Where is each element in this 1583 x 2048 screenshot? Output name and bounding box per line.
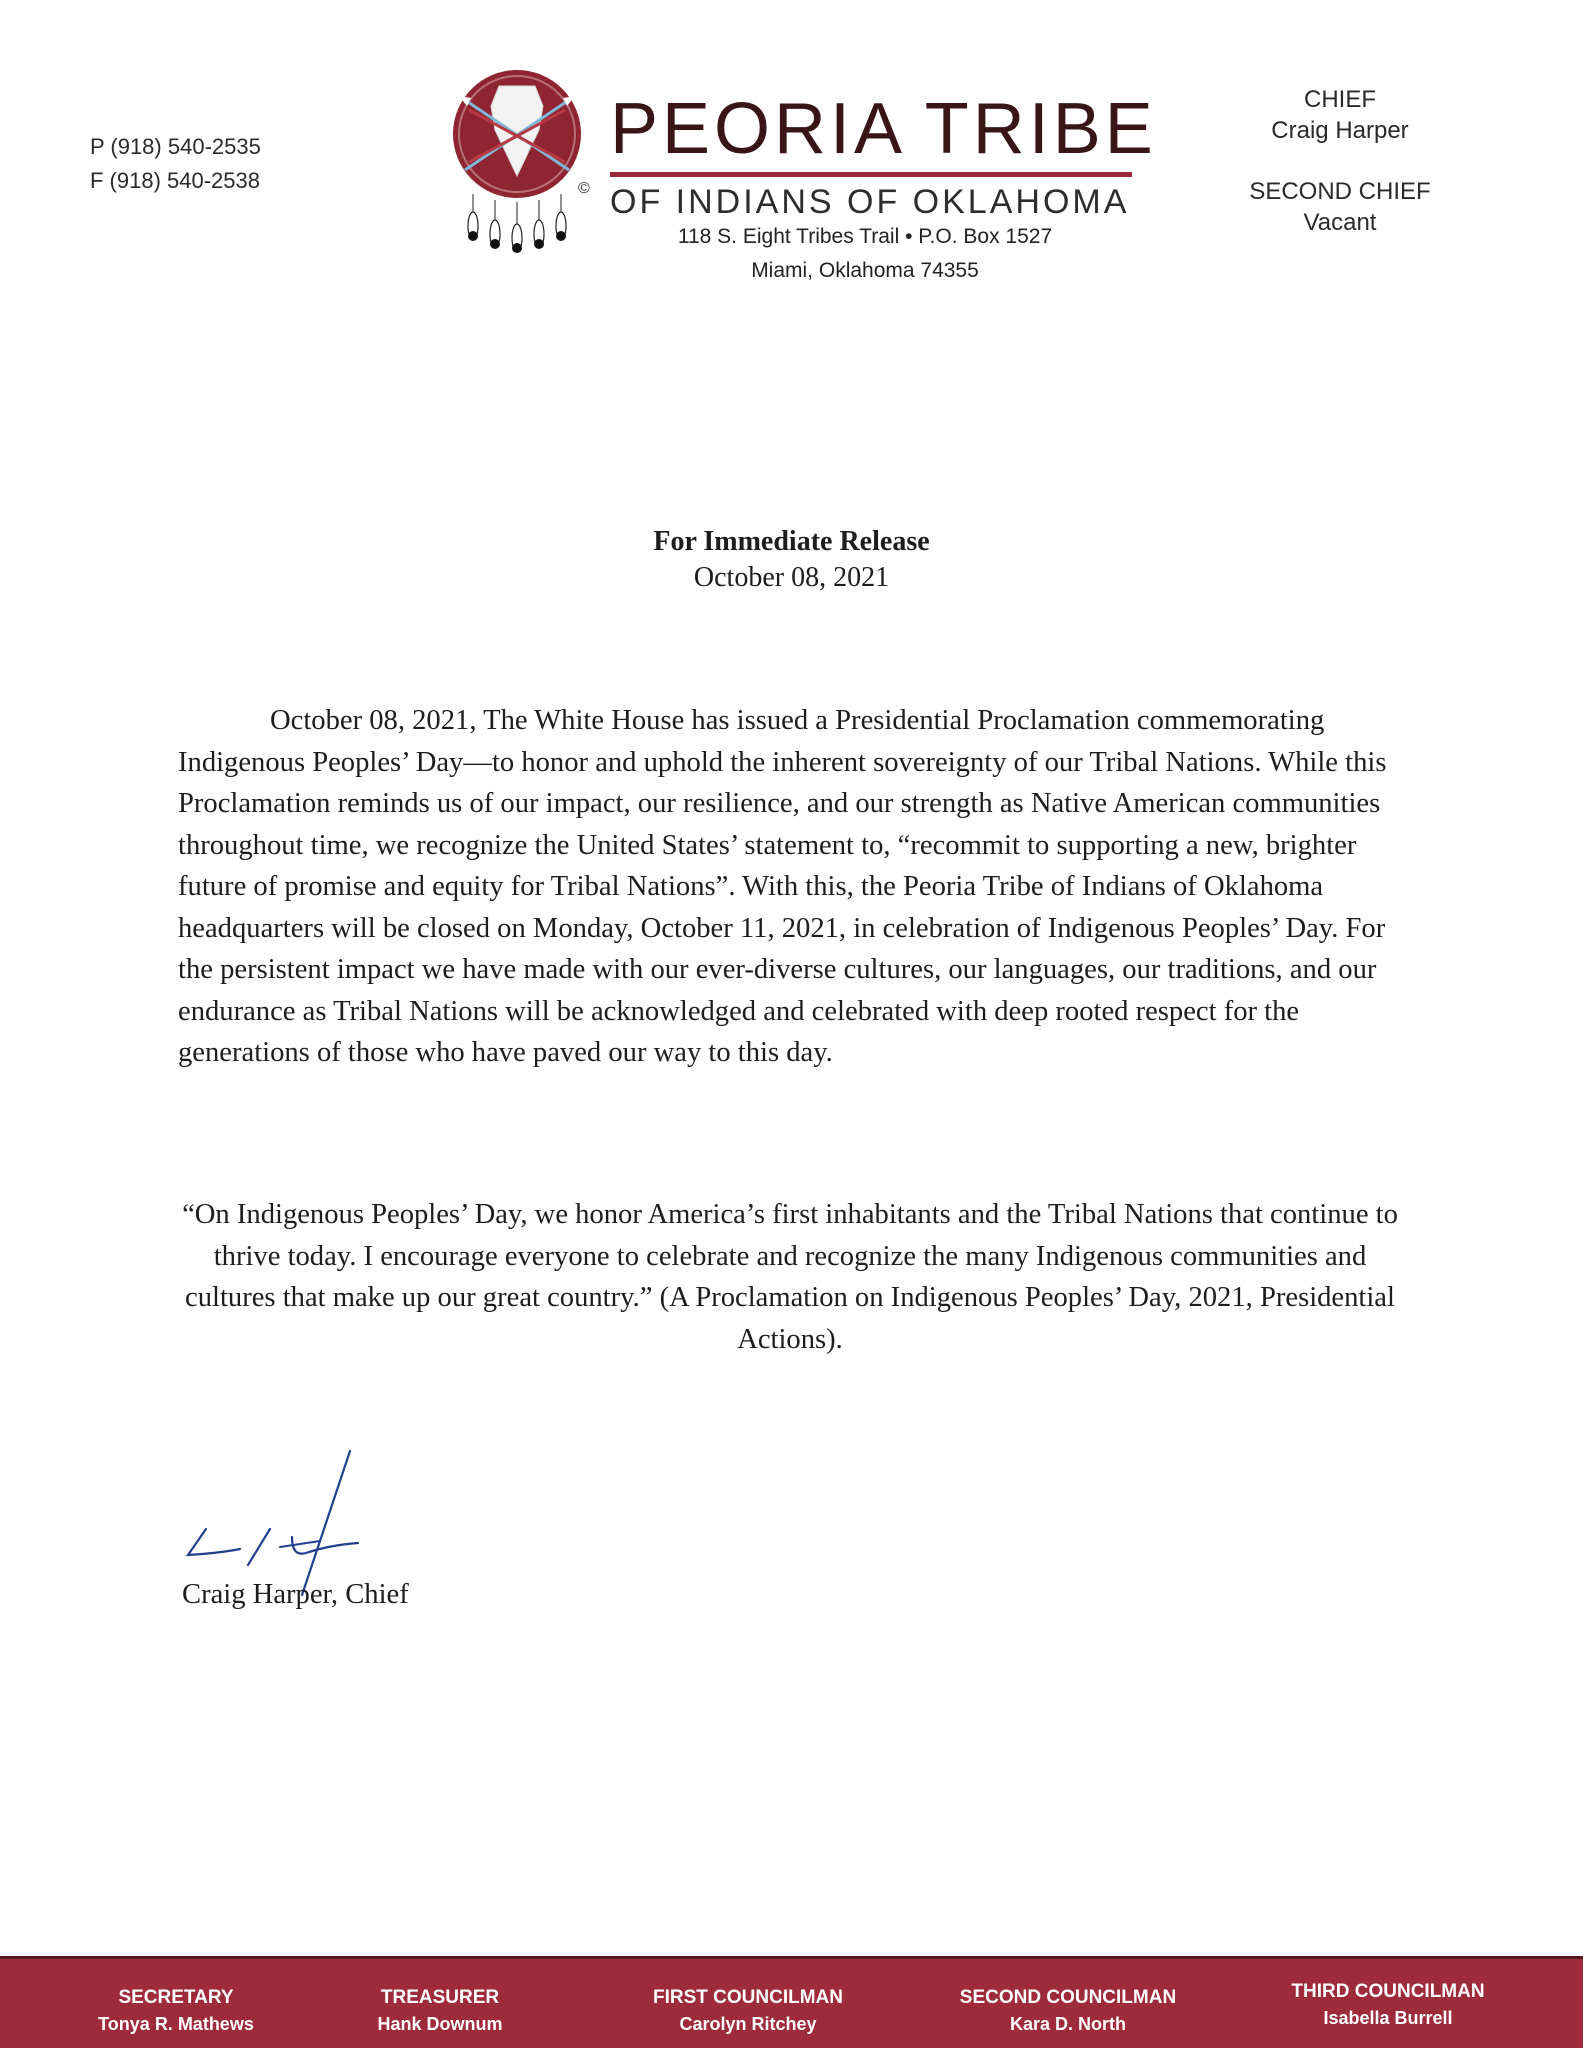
org-name-block <box>610 89 1157 221</box>
proclamation-quote: “On Indigenous Peoples’ Day, we honor America’s first inhabitants and the Tribal Nations that continue to thrive today. I encourage everyone to celebrate and recognize the many Indigenous communities and cultures that make up our great country.” (A Proclamation on Indigenous Peoples’ Day, 2021, Presidential Actions). <box>182 1199 1398 1355</box>
org-subtitle: OF INDIANS OF OKLAHOMA <box>610 183 1130 221</box>
council-member-first-councilman <box>618 1985 878 2037</box>
spacer <box>1210 146 1470 176</box>
second-chief-name: Vacant <box>1303 209 1377 236</box>
council-name: Kara D. North <box>1009 2014 1126 2034</box>
org-divider <box>610 172 1132 177</box>
council-member-treasurer <box>310 1985 570 2037</box>
council-member-secretary <box>46 1985 306 2037</box>
contact-info <box>90 130 261 198</box>
council-title: TREASURER <box>380 1987 500 2008</box>
org-name: PEORIA TRIBE <box>610 89 1157 169</box>
second-chief-title: SECOND CHIEF <box>1249 178 1431 205</box>
address <box>600 220 1130 288</box>
council-member-third-councilman <box>1258 1979 1518 2031</box>
council-footer <box>0 1956 1583 2048</box>
phone-number: P (918) 540-2535 <box>90 134 261 159</box>
release-title: For Immediate Release <box>653 526 930 557</box>
signer-name: Craig Harper, Chief <box>182 1579 409 1610</box>
peoria-seal-icon <box>443 66 593 256</box>
council-member-second-councilman <box>938 1985 1198 2037</box>
address-line-1: 118 S. Eight Tribes Trail • P.O. Box 1527 <box>677 225 1053 248</box>
council-name: Tonya R. Mathews <box>98 2014 254 2034</box>
council-title: THIRD COUNCILMAN <box>1291 1981 1485 2002</box>
officers <box>1210 84 1470 238</box>
council-title: SECRETARY <box>118 1987 234 2008</box>
body-paragraph: October 08, 2021, The White House has issued a Presidential Proclamation commemorating Indigenous Peoples’ Day—to honor and uphold the inherent sovereignty of our Tribal Nations. While this Proclamation reminds us of our impact, our resilience, and our strength as Native American communities throughout time, we recognize the United States’ statement to, “recommit to supporting a new, brighter future of promise and equity for Tribal Nations”. With this, the Peoria Tribe of Indians of Oklahoma headquarters will be closed on Monday, October 11, 2021, in celebration of Indigenous Peoples’ Day. For the persistent impact we have made with our ever-diverse cultures, our languages, our traditions, and our endurance as Tribal Nations will be acknowledged and celebrated with deep rooted respect for the generations of those who have paved our way to this day. <box>178 705 1387 1068</box>
council-name: Carolyn Ritchey <box>679 2014 817 2034</box>
council-name: Hank Downum <box>377 2014 503 2034</box>
release-heading <box>0 524 1583 596</box>
fax-number: F (918) 540-2538 <box>90 168 260 193</box>
release-date: October 08, 2021 <box>693 562 890 593</box>
council-name: Isabella Burrell <box>1323 2008 1453 2028</box>
council-title: FIRST COUNCILMAN <box>653 1987 843 2008</box>
address-line-2: Miami, Oklahoma 74355 <box>751 259 979 282</box>
chief-name: Craig Harper <box>1271 117 1409 144</box>
council-title: SECOND COUNCILMAN <box>959 1987 1177 2008</box>
chief-title: CHIEF <box>1304 86 1376 113</box>
copyright-mark: © <box>578 180 590 197</box>
